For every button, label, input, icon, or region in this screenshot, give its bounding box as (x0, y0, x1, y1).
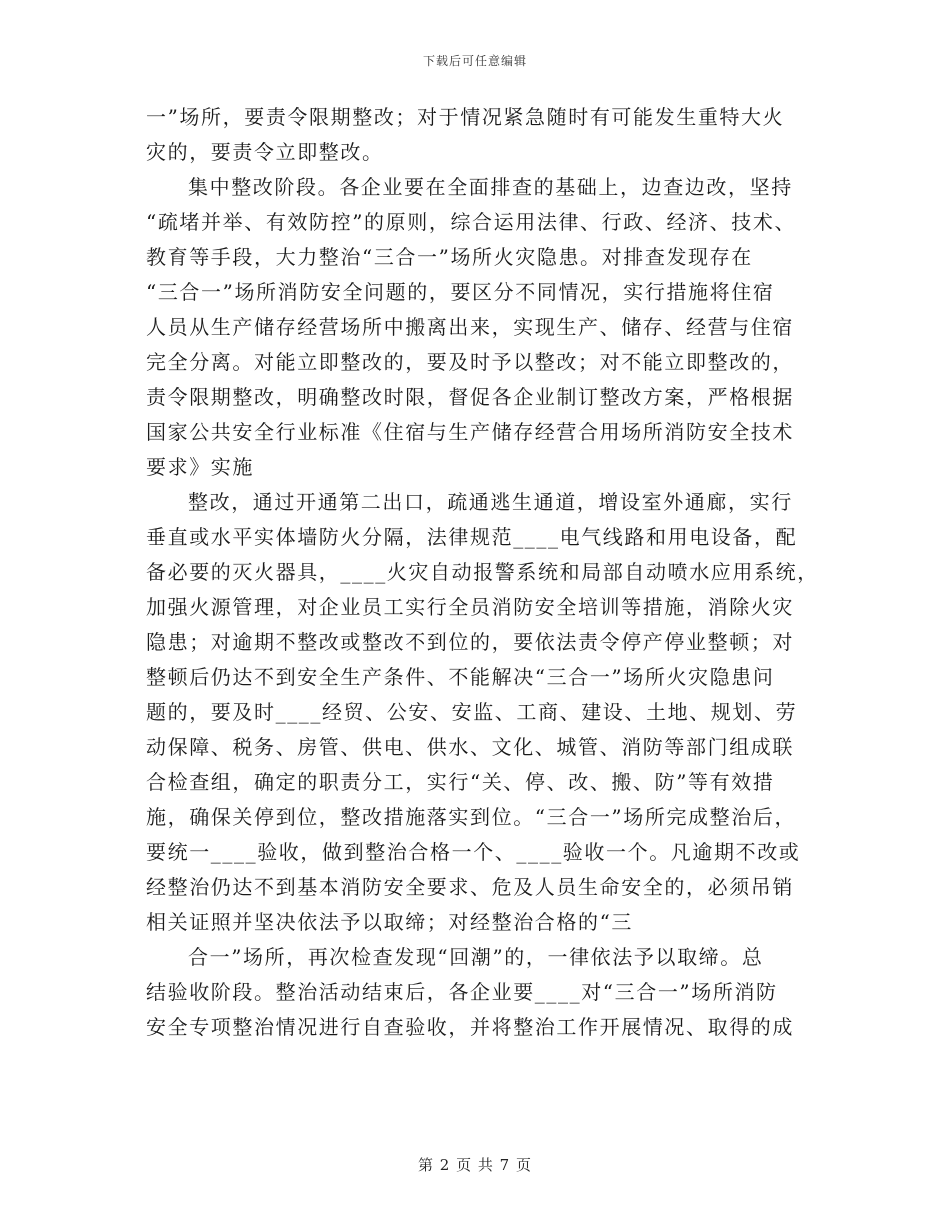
text-line: “疏堵并举、有效防控”的原则，综合运用法律、行政、经济、技术、 (146, 210, 797, 234)
text-line: 一”场所，要责令限期整改；对于情况紧急随时有可能发生重特大火 (146, 105, 785, 129)
paragraph-start-line: 合一”场所，再次检查发现“回潮”的，一律依法予以取缔。总 (188, 945, 764, 969)
text-line: 备必要的灭火器具，____火灾自动报警系统和局部自动喷水应用系统， (146, 560, 819, 584)
text-line: 题的，要及时____经贸、公安、安监、工商、建设、土地、规划、劳 (146, 700, 798, 724)
text-line: 结验收阶段。整治活动结束后，各企业要____对“三合一”场所消防 (146, 980, 778, 1004)
text-line: 整顿后仍达不到安全生产条件、不能解决“三合一”场所火灾隐患问 (146, 665, 775, 689)
text-line: 完全分离。对能立即整改的，要及时予以整改；对不能立即整改的， (146, 350, 794, 374)
text-line: 经整治仍达不到基本消防安全要求、危及人员生命安全的，必须吊销 (146, 875, 794, 899)
paragraph-start-line: 整改，通过开通第二出口，疏通逃生通道，增设室外通廊，实行 (188, 490, 793, 514)
text-line: 隐患；对逾期不整改或整改不到位的，要依法责令停产停业整顿；对 (146, 630, 794, 654)
text-line: 施，确保关停到位，整改措施落实到位。“三合一”场所完成整治后， (146, 805, 797, 829)
text-line: 加强火源管理，对企业员工实行全员消防安全培训等措施，消除火灾 (146, 595, 794, 619)
text-line: 动保障、税务、房管、供电、供水、文化、城管、消防等部门组成联 (146, 735, 794, 759)
text-line: 安全专项整治情况进行自查验收，并将整治工作开展情况、取得的成 (146, 1015, 794, 1039)
page-header-note: 下载后可任意编辑 (422, 54, 527, 68)
text-line: 人员从生产储存经营场所中搬离出来，实现生产、储存、经营与住宿 (146, 315, 794, 339)
text-line: “三合一”场所消防安全问题的，要区分不同情况，实行措施将住宿 (146, 280, 775, 304)
text-line: 国家公共安全行业标准《住宿与生产储存经营合用场所消防安全技术 (146, 420, 794, 444)
text-line: 教育等手段，大力整治“三合一”场所火灾隐患。对排查发现存在 (146, 245, 753, 269)
text-line: 垂直或水平实体墙防火分隔，法律规范____电气线路和用电设备，配 (146, 525, 798, 549)
text-line: 灾的，要责令立即整改。 (146, 140, 384, 164)
text-line: 要统一____验收，做到整治合格一个、____验收一个。凡逾期不改或 (146, 840, 801, 864)
paragraph-start-line: 集中整改阶段。各企业要在全面排查的基础上，边查边改，坚持 (188, 175, 793, 199)
text-line: 要求》实施 (146, 455, 254, 479)
text-line: 责令限期整改，明确整改时限，督促各企业制订整改方案，严格根据 (146, 385, 794, 409)
document-body (146, 100, 819, 1045)
page-number-footer: 第 2 页 共 7 页 (418, 1156, 532, 1174)
text-line: 相关证照并坚决依法予以取缔；对经整治合格的“三 (146, 910, 634, 934)
text-line: 合检查组，确定的职责分工，实行“关、停、改、搬、防”等有效措 (146, 770, 775, 794)
